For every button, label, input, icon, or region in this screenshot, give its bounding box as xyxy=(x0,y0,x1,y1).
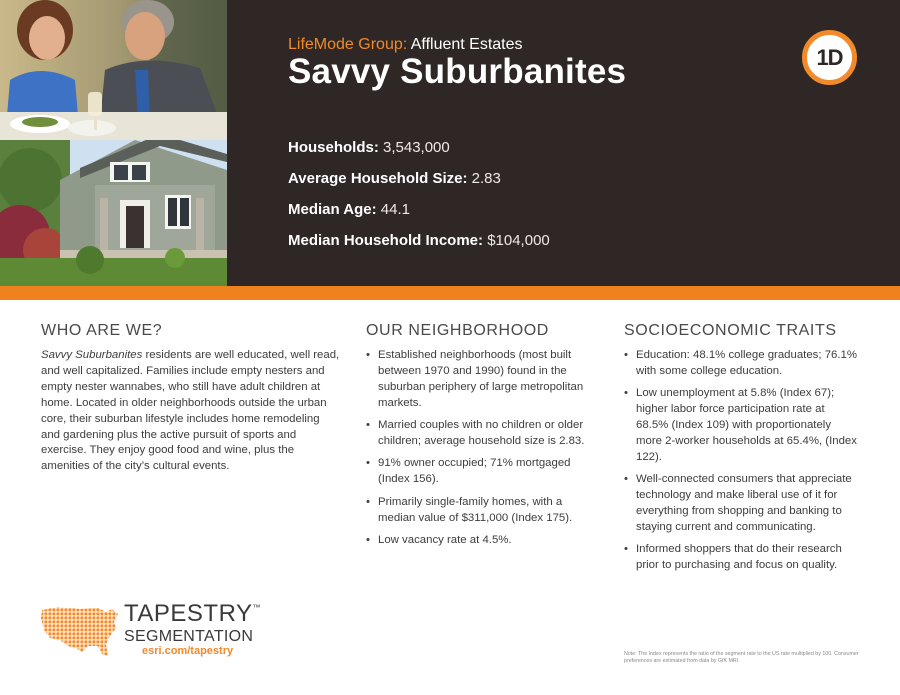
section-heading: SOCIOECONOMIC TRAITS xyxy=(624,322,837,339)
stat-label: Households: xyxy=(288,139,379,156)
list-item: • Education: 48.1% college graduates; 76.1% with some college education. xyxy=(624,348,860,380)
who-are-we-paragraph xyxy=(41,348,341,475)
list-item: • Low unemployment at 5.8% (Index 67); higher labor force participation rate at 68.5% (Index 109) with proportionately more 2-worker households at 65.4%, (Index 122). xyxy=(624,386,860,466)
stat-label: Median Age: xyxy=(288,201,377,218)
segment-title: Savvy Suburbanites xyxy=(288,52,627,91)
segment-code-badge: 1D xyxy=(802,30,857,85)
list-item: • Low vacancy rate at 4.5%. xyxy=(366,533,594,549)
lifemode-name: Affluent Estates xyxy=(410,36,523,53)
index-note: Note: The Index represents the ratio of the segment rate to the US rate multiplied by 100. Consumer preferences are estimated from data by GfK MRI. xyxy=(624,651,859,664)
couple-dining-photo xyxy=(0,0,227,140)
stat-value: $104,000 xyxy=(487,232,550,249)
segmentation-wordmark: SEGMENTATION xyxy=(124,628,254,645)
header-photos xyxy=(0,0,227,286)
stat-households xyxy=(288,139,450,156)
brand-line-1: TAPESTRY xyxy=(124,600,253,627)
segment-name-italic: Savvy Suburbanites xyxy=(41,349,143,361)
stat-value: 2.83 xyxy=(471,170,501,187)
orange-divider-bar xyxy=(0,286,900,300)
stat-label: Average Household Size: xyxy=(288,170,468,187)
list-item: • Primarily single-family homes, with a median value of $311,000 (Index 175). xyxy=(366,495,594,527)
socioeconomic-list xyxy=(624,348,860,574)
who-are-we-section xyxy=(41,322,341,475)
list-item: • 91% owner occupied; 71% mortgaged (Index 156). xyxy=(366,456,594,488)
tapestry-wordmark xyxy=(124,600,261,628)
header-banner xyxy=(0,0,900,286)
suburban-house-photo xyxy=(0,140,227,286)
lifemode-label: LifeMode Group: xyxy=(288,36,408,53)
list-item: • Established neighborhoods (most built between 1970 and 1990) found in the suburban periphery of large metropolitan markets. xyxy=(366,348,594,412)
usa-map-logo-icon xyxy=(40,604,120,662)
section-heading: OUR NEIGHBORHOOD xyxy=(366,322,549,339)
stat-label: Median Household Income: xyxy=(288,232,484,249)
stat-value: 44.1 xyxy=(380,201,410,218)
socioeconomic-section xyxy=(624,322,860,581)
list-item: • Well-connected consumers that appreciate technology and make liberal use of it for everything from shopping and banking to staying current and communicating. xyxy=(624,472,860,536)
section-heading: WHO ARE WE? xyxy=(41,322,163,339)
list-item: • Married couples with no children or older children; average household size is 2.83. xyxy=(366,418,594,450)
stat-household-size xyxy=(288,170,501,187)
neighborhood-list xyxy=(366,348,594,549)
stat-median-age xyxy=(288,201,410,218)
stat-value: 3,543,000 xyxy=(383,139,450,156)
stat-median-income xyxy=(288,232,550,249)
esri-url-link[interactable]: esri.com/tapestry xyxy=(142,645,234,657)
trademark-mark: ™ xyxy=(252,603,261,612)
neighborhood-section xyxy=(366,322,594,555)
who-are-we-body: residents are well educated, well read, and well capitalized. Families include empty nesters and empty nester wannabes, who still have adult children at home. Located in older neighborhoods outside the urban core, their suburban lifestyle includes home remodeling and gardening plus the active pursuit of sports and exercise. They enjoy good food and wine, plus the amenities of the city’s cultural events. xyxy=(41,349,340,473)
list-item: • Informed shoppers that do their research prior to purchasing and focus on quality. xyxy=(624,542,860,574)
